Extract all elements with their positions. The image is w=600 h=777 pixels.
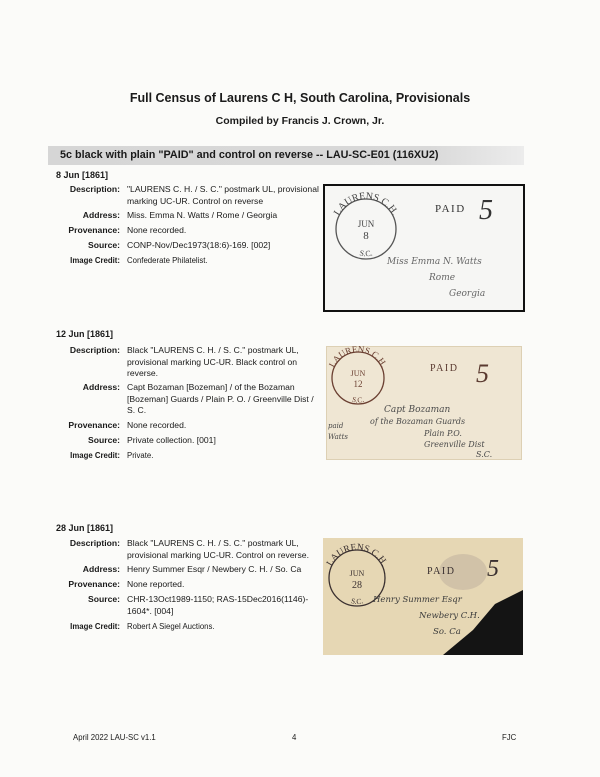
address-label: Address:: [82, 210, 120, 220]
description-text: Black "LAURENS C. H. / S. C." postmark UL, provisional marking UC-UR. Black control on reverse.: [127, 345, 299, 378]
address-label: Address:: [82, 382, 120, 392]
entry-date: 8 Jun [1861]: [56, 170, 109, 180]
description-text: Black "LAURENS C. H. / S. C." postmark UL, provisional marking UC-UR. Control on reverse.: [127, 538, 309, 560]
svg-text:of the Bozaman Guards: of the Bozaman Guards: [370, 417, 466, 426]
entry-date: 12 Jun [1861]: [56, 329, 114, 339]
source-label: Source:: [88, 240, 120, 250]
source-text: CONP-Nov/Dec1973(18:6)-169. [002]: [127, 240, 271, 250]
svg-text:Capt Bozaman: Capt Bozaman: [384, 405, 451, 415]
cover-illustration: [325, 186, 523, 310]
address-text: Miss. Emma N. Watts / Rome / Georgia: [127, 210, 278, 220]
cover-image: [323, 184, 525, 312]
svg-text:Henry Summer Esqr: Henry Summer Esqr: [373, 595, 462, 605]
page-number: 4: [292, 733, 297, 742]
description-label: Description:: [69, 345, 120, 355]
cover-image: [323, 538, 523, 655]
source-text: CHR-13Oct1989-1150; RAS-15Dec2016(1146)- 1604*. [004]: [127, 594, 309, 616]
svg-text:Rome: Rome: [429, 273, 456, 283]
postmark-icon: [332, 191, 400, 259]
image-credit-text: Confederate Philatelist.: [127, 256, 208, 265]
provenance-label: Provenance:: [68, 420, 120, 430]
svg-text:Miss Emma N. Watts: Miss Emma N. Watts: [387, 257, 482, 267]
svg-text:LAURENS C.H.: LAURENS C.H.: [325, 542, 389, 568]
description-text: "LAURENS C. H. / S. C." postmark UL, provisional marking UC-UR. Control on reverse: [127, 184, 319, 206]
cover-image: [326, 346, 522, 460]
paid-marking: PAID: [427, 566, 456, 577]
cover-illustration: [323, 538, 523, 655]
footer-initials: FJC: [502, 733, 517, 742]
svg-text:Georgia: Georgia: [449, 289, 486, 299]
svg-text:S.C.: S.C.: [476, 450, 493, 459]
source-label: Source:: [88, 594, 120, 604]
image-credit-label: Image Credit:: [70, 451, 120, 460]
rate-marking: 5: [479, 195, 493, 226]
paid-marking: PAID: [435, 203, 466, 215]
rate-marking: 5: [476, 359, 489, 388]
svg-text:Watts: Watts: [328, 433, 348, 441]
svg-text:8: 8: [363, 230, 369, 242]
provenance-text: None reported.: [127, 579, 185, 589]
rate-marking: 5: [487, 556, 499, 582]
provenance-label: Provenance:: [68, 579, 120, 589]
provenance-text: None recorded.: [127, 225, 187, 235]
postmark-icon: [327, 346, 389, 405]
svg-text:JUN: JUN: [349, 569, 365, 578]
svg-text:Newbery C.H.: Newbery C.H.: [419, 611, 480, 621]
svg-text:S.C.: S.C.: [350, 596, 364, 607]
svg-text:JUN: JUN: [357, 219, 375, 229]
svg-text:S.C.: S.C.: [351, 394, 366, 405]
description-label: Description:: [69, 184, 120, 194]
image-credit-label: Image Credit:: [70, 622, 120, 631]
svg-text:S.C.: S.C.: [358, 248, 374, 259]
svg-text:Plain P.O.: Plain P.O.: [424, 429, 462, 438]
svg-text:Greenville Dist: Greenville Dist: [424, 440, 485, 449]
footer-version: April 2022 LAU-SC v1.1: [73, 733, 156, 742]
image-credit-text: Robert A Siegel Auctions.: [127, 622, 215, 631]
section-heading: 5c black with plain "PAID" and control on reverse -- LAU-SC-E01 (116XU2): [48, 146, 524, 165]
svg-text:JUN: JUN: [350, 369, 366, 378]
source-text: Private collection. [001]: [127, 435, 216, 445]
image-credit-text: Private.: [127, 451, 154, 460]
cover-illustration: [326, 346, 522, 460]
description-label: Description:: [69, 538, 120, 548]
svg-text:12: 12: [353, 379, 363, 389]
handwritten-address: [372, 595, 480, 637]
svg-text:LAURENS C.H.: LAURENS C.H.: [331, 190, 401, 218]
address-text: Capt Bozaman [Bozeman] / of the Bozaman [Bozeman] Guards / Plain P. O. / Greenville Dist / S. C.: [127, 382, 314, 415]
provenance-label: Provenance:: [68, 225, 120, 235]
source-label: Source:: [88, 435, 120, 445]
svg-text:So. Ca: So. Ca: [433, 627, 461, 637]
paid-marking: PAID: [430, 363, 459, 374]
handwritten-address: [386, 257, 485, 299]
handwritten-address: [328, 405, 492, 459]
page-title: Full Census of Laurens C H, South Carolina, Provisionals: [129, 91, 471, 105]
svg-text:paid: paid: [328, 422, 344, 430]
page-subtitle: Compiled by Francis J. Crown, Jr.: [215, 115, 385, 127]
svg-text:28: 28: [352, 580, 362, 591]
address-label: Address:: [82, 564, 120, 574]
image-credit-label: Image Credit:: [70, 256, 120, 265]
provenance-text: None recorded.: [127, 420, 187, 430]
svg-text:LAURENS C.H.: LAURENS C.H.: [326, 346, 390, 369]
entry-date: 28 Jun [1861]: [56, 523, 114, 533]
address-text: Henry Summer Esqr / Newbery C. H. / So. Ca: [127, 564, 302, 574]
